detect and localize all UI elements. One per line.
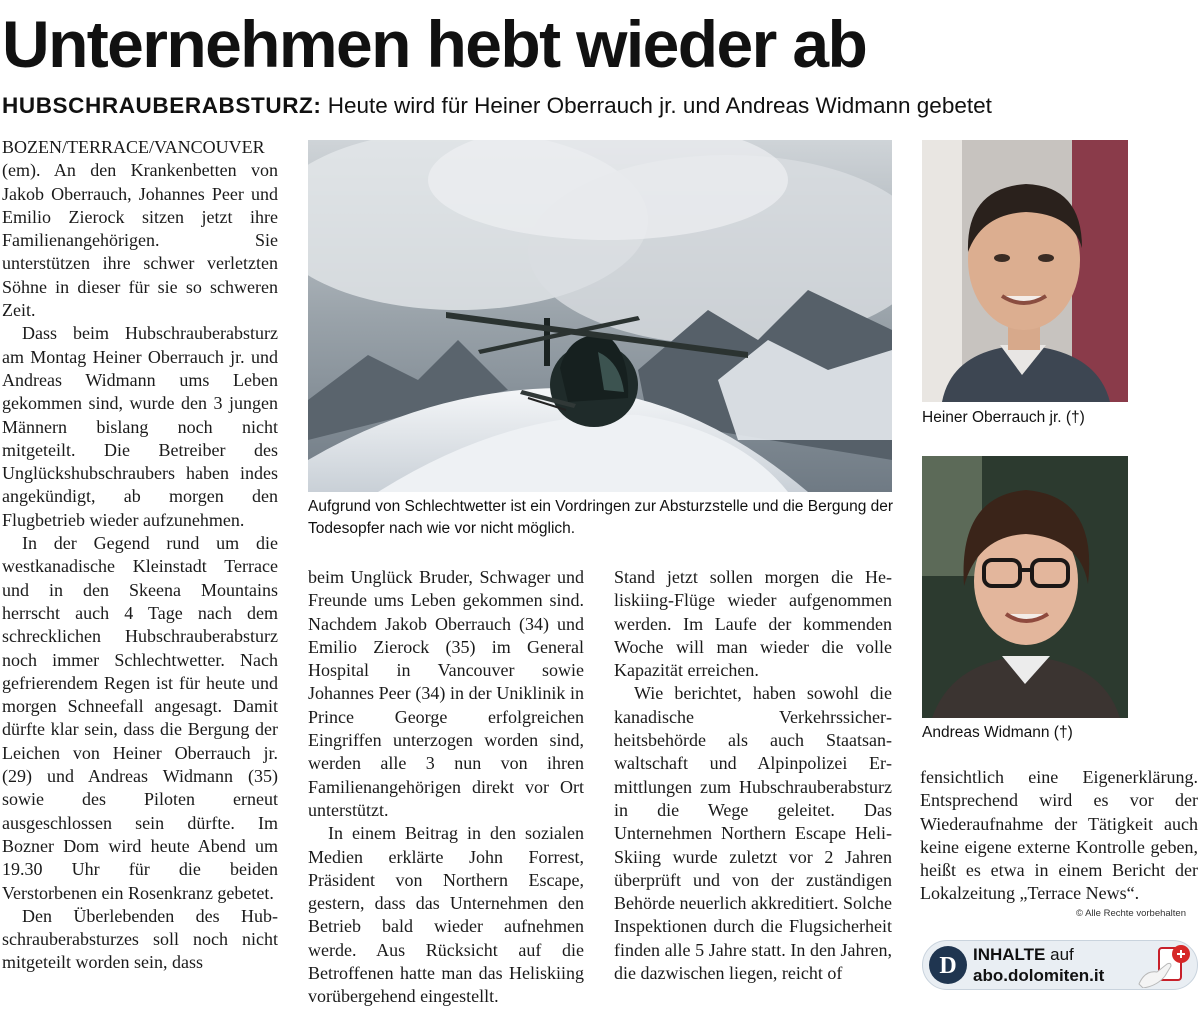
paragraph: fensichtlich eine Eigenerklärung. Entsprechend wird es vor der Wiederaufnahme der Tätigkeit auch keine eigene externe Kontrolle geben, heißt es etwa in einem Bericht der Lokalzeitung „Terrace News“. <box>920 767 1198 904</box>
paragraph: Dass beim Hubschrauberabsturz am Montag Heiner Oberrauch jr. und Andreas Widmann ums Leben gekommen sind, wurde den 3 jungen Männern bislang noch nicht mitgeteilt. Die Betreiber des Unglückshubschraubers haben indes angekündigt, ab morgen den Flugbetrieb wieder aufzunehmen. <box>2 323 278 530</box>
paragraph: In der Gegend rund um die westkanadische Kleinstadt Terrace und in den Skeena Mountains herrscht auch 4 Tage nach dem schrecklichen Hubschrauberabsturz noch immer Schlechtwetter. Nach gefrierendem Regen ist für heute und morgen Schneefall angesagt. Damit dürfte klar sein, dass die Bergung der Leichen von Heiner Oberrauch jr. (29) und Andreas Widmann (35) sowie des Piloten erneut ausgeschlossen sein dürfte. Im Bozner Dom wird heute Abend um 19.30 Uhr für die beiden Verstorbenen ein Rosenkranz gebetet. <box>2 533 278 903</box>
article-column-3 <box>614 566 892 985</box>
article-column-1 <box>2 136 278 975</box>
article-column-2 <box>308 566 584 1009</box>
subscription-promo[interactable] <box>922 940 1198 990</box>
tablet-hand-icon <box>1135 944 1191 988</box>
paragraph: Wie berichtet, haben sowohl die kanadische Verkehrssicherheitsbehörde als auch Staatsanwaltschaft und Alpinpolizei Ermittlungen zum Hubschrauberabsturz in die Wege geleitet. Das Unternehmen Northern Escape Heli-Skiing wurde zuletzt vor 2 Jahren überprüft und von der zuständigen Behörde neuerlich akkreditiert. Solche Inspektionen durch die Flugsicherheit finden alle 5 Jahre statt. In den Jahren, die dazwischen liegen, reicht of <box>614 683 892 984</box>
paragraph: Den Überlebenden des Hubschrauberabsturzes soll noch nicht mitgeteilt worden sein, dass <box>2 905 278 973</box>
portrait-caption: Heiner Oberrauch jr. (†) <box>922 409 1085 426</box>
portrait-caption: Andreas Widmann (†) <box>922 724 1073 741</box>
promo-text <box>973 944 1104 986</box>
subheadline-text: Heute wird für Heiner Oberrauch jr. und Andreas Widmann gebetet <box>327 93 992 118</box>
headline: Unternehmen hebt wieder ab <box>2 7 867 81</box>
promo-heading: INHALTE <box>973 945 1046 964</box>
dolomiten-logo-icon <box>929 946 967 984</box>
svg-text:D: D <box>939 953 957 979</box>
portrait-photo <box>922 456 1128 718</box>
portrait-photo <box>922 140 1128 402</box>
paragraph: In einem Beitrag in den sozialen Medien erklärte John Forrest, Präsident von Northern Escape, gestern, dass das Unternehmen den Betrieb bald wieder aufnehmen werde. Aus Rücksicht auf die Betroffenen hatte man das Heliskiing vorübergehend eingestellt. <box>308 823 584 1007</box>
photo-caption: Aufgrund von Schlechtwetter ist ein Vordringen zur Absturzstelle und die Bergung der Todesopfer nach wie vor nicht möglich. <box>308 498 894 537</box>
subheadline-kicker: HUBSCHRAUBERABSTURZ: <box>2 93 322 118</box>
promo-heading-suffix: auf <box>1045 945 1074 964</box>
copyright-notice: © Alle Rechte vorbehalten <box>1076 908 1186 919</box>
paragraph: BOZEN/TERRACE/VANCOUVER (em). An den Krankenbetten von Jakob Oberrauch, Johannes Peer und Emilio Zierock sitzen jetzt ihre Familienangehörigen. Sie unterstützen ihre schwer verletzten Söhne in dieser für sie so schweren Zeit. <box>2 137 278 321</box>
article-column-4 <box>920 766 1198 906</box>
helicopter-photo <box>308 140 892 492</box>
subheadline <box>2 92 992 120</box>
paragraph: Stand jetzt sollen morgen die Heliskiing-Flüge wieder aufgenommen werden. Im Laufe der kommenden Woche will man wieder die volle Kapazität erreichen. <box>614 567 892 681</box>
paragraph: beim Unglück Bruder, Schwager und Freunde ums Leben gekommen sind. Nachdem Jakob Oberrauch (34) und Emilio Zierock (35) im General Hospital in Vancouver sowie Johannes Peer (34) in der Uniklinik in Prince George erfolgreichen Eingriffen unterzogen worden sind, werden alle 3 nun von ihren Familienangehörigen direkt vor Ort unterstützt. <box>308 567 584 820</box>
promo-url[interactable]: abo.dolomiten.it <box>973 966 1105 985</box>
